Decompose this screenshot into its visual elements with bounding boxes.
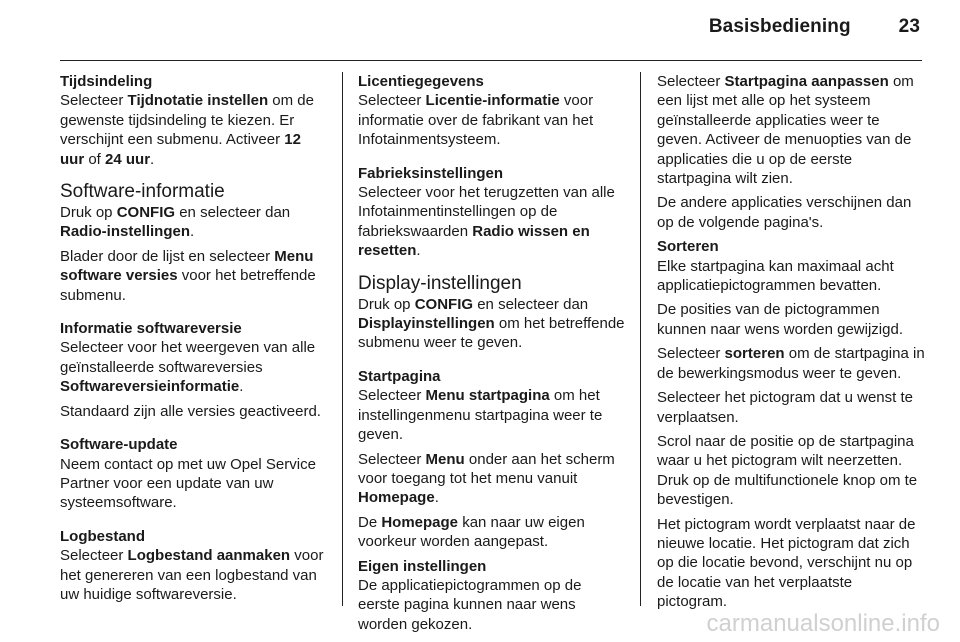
paragraph: De andere applicaties verschijnen dan op de volgende pagina's. xyxy=(657,194,912,231)
watermark: carmanualsonline.info xyxy=(706,610,940,637)
paragraph: De applicatiepictogrammen op de eerste pagina kunnen naar wens worden gekozen. xyxy=(358,576,582,633)
subheading-software-update: Software-update xyxy=(60,436,178,454)
paragraph: Selecteer Menu onder aan het scherm voor toegang tot het menu vanuit Homepage. xyxy=(358,450,615,507)
column-3 xyxy=(657,72,925,617)
subheading-startpagina: Startpagina xyxy=(358,367,441,385)
paragraph: Druk op CONFIG en selecteer dan Radio-instellingen. xyxy=(60,204,291,241)
paragraph: Selecteer Logbestand aanmaken voor het genereren van een logbestand van uw huidige softwareversie. xyxy=(60,547,324,603)
column-2 xyxy=(358,72,626,639)
subheading-tijdsindeling: Tijdsindeling xyxy=(60,73,153,90)
paragraph: Selecteer sorteren om de startpagina in de bewerkingsmodus weer te geven. xyxy=(657,345,925,382)
subheading-sorteren: Sorteren xyxy=(657,238,719,256)
subheading-fabrieksinstellingen: Fabrieksinstellingen xyxy=(358,164,504,182)
header-rule xyxy=(60,60,922,61)
paragraph: Selecteer Tijdnotatie instellen om de gewenste tijdsindeling te kiezen. Er verschijnt een submenu. Activeer 12 uur of 24 uur. xyxy=(60,92,314,168)
page-header xyxy=(60,16,920,52)
paragraph: Blader door de lijst en selecteer Menu software versies voor het betreffende submenu. xyxy=(60,247,316,304)
paragraph: Selecteer voor het weergeven van alle geïnstalleerde softwareversies Softwareversieinformatie. xyxy=(60,339,316,396)
paragraph: Scrol naar de positie op de startpagina waar u het pictogram wilt neerzetten. Druk op de multifunctionele knop om te bevestigen. xyxy=(657,432,918,509)
column-divider-1 xyxy=(342,72,343,606)
paragraph: Selecteer Licentie-informatie voor informatie over de fabrikant van het Infotainmentsysteem. xyxy=(358,92,594,149)
section-title-display-instellingen: Display-instellingen xyxy=(358,272,522,294)
column-1 xyxy=(60,72,328,609)
paragraph: Selecteer Startpagina aanpassen om een lijst met alle op het systeem geïnstalleerde applicaties weer te geven. Activeer de menuopties van de applicaties die u op de eerste startpagina wilt zien. xyxy=(657,73,914,188)
column-divider-2 xyxy=(640,72,641,606)
paragraph: Standaard zijn alle versies geactiveerd. xyxy=(60,402,321,420)
subheading-licentiegegevens: Licentiegegevens xyxy=(358,73,484,90)
paragraph: Druk op CONFIG en selecteer dan Displayinstellingen om het betreffende submenu weer te geven. xyxy=(358,295,625,352)
paragraph: Het pictogram wordt verplaatst naar de nieuwe locatie. Het pictogram dat zich op die locatie bevond, verschijnt nu op de locatie van het verplaatste pictogram. xyxy=(657,515,916,611)
paragraph: De Homepage kan naar uw eigen voorkeur worden aangepast. xyxy=(358,513,585,551)
paragraph: Selecteer Menu startpagina om het instellingenmenu startpagina weer te geven. xyxy=(358,387,603,444)
paragraph: Selecteer het pictogram dat u wenst te verplaatsen. xyxy=(657,389,913,426)
page-title: Basisbediening xyxy=(708,16,851,37)
paragraph: Selecteer voor het terugzetten van alle Infotainmentinstellingen op de fabriekswaarden Radio wissen en resetten. xyxy=(358,184,615,260)
paragraph: Elke startpagina kan maximaal acht applicatiepictogrammen bevatten. xyxy=(657,257,894,295)
paragraph: Neem contact op met uw Opel Service Partner voor een update van uw systeemsoftware. xyxy=(60,455,316,512)
section-title-software-informatie: Software-informatie xyxy=(60,181,225,203)
subheading-informatie-softwareversie: Informatie softwareversie xyxy=(60,320,242,338)
subheading-logbestand: Logbestand xyxy=(60,527,145,545)
paragraph: De posities van de pictogrammen kunnen naar wens worden gewijzigd. xyxy=(657,301,903,338)
subheading-eigen-instellingen: Eigen instellingen xyxy=(358,557,487,575)
page-number: 23 xyxy=(898,16,920,37)
